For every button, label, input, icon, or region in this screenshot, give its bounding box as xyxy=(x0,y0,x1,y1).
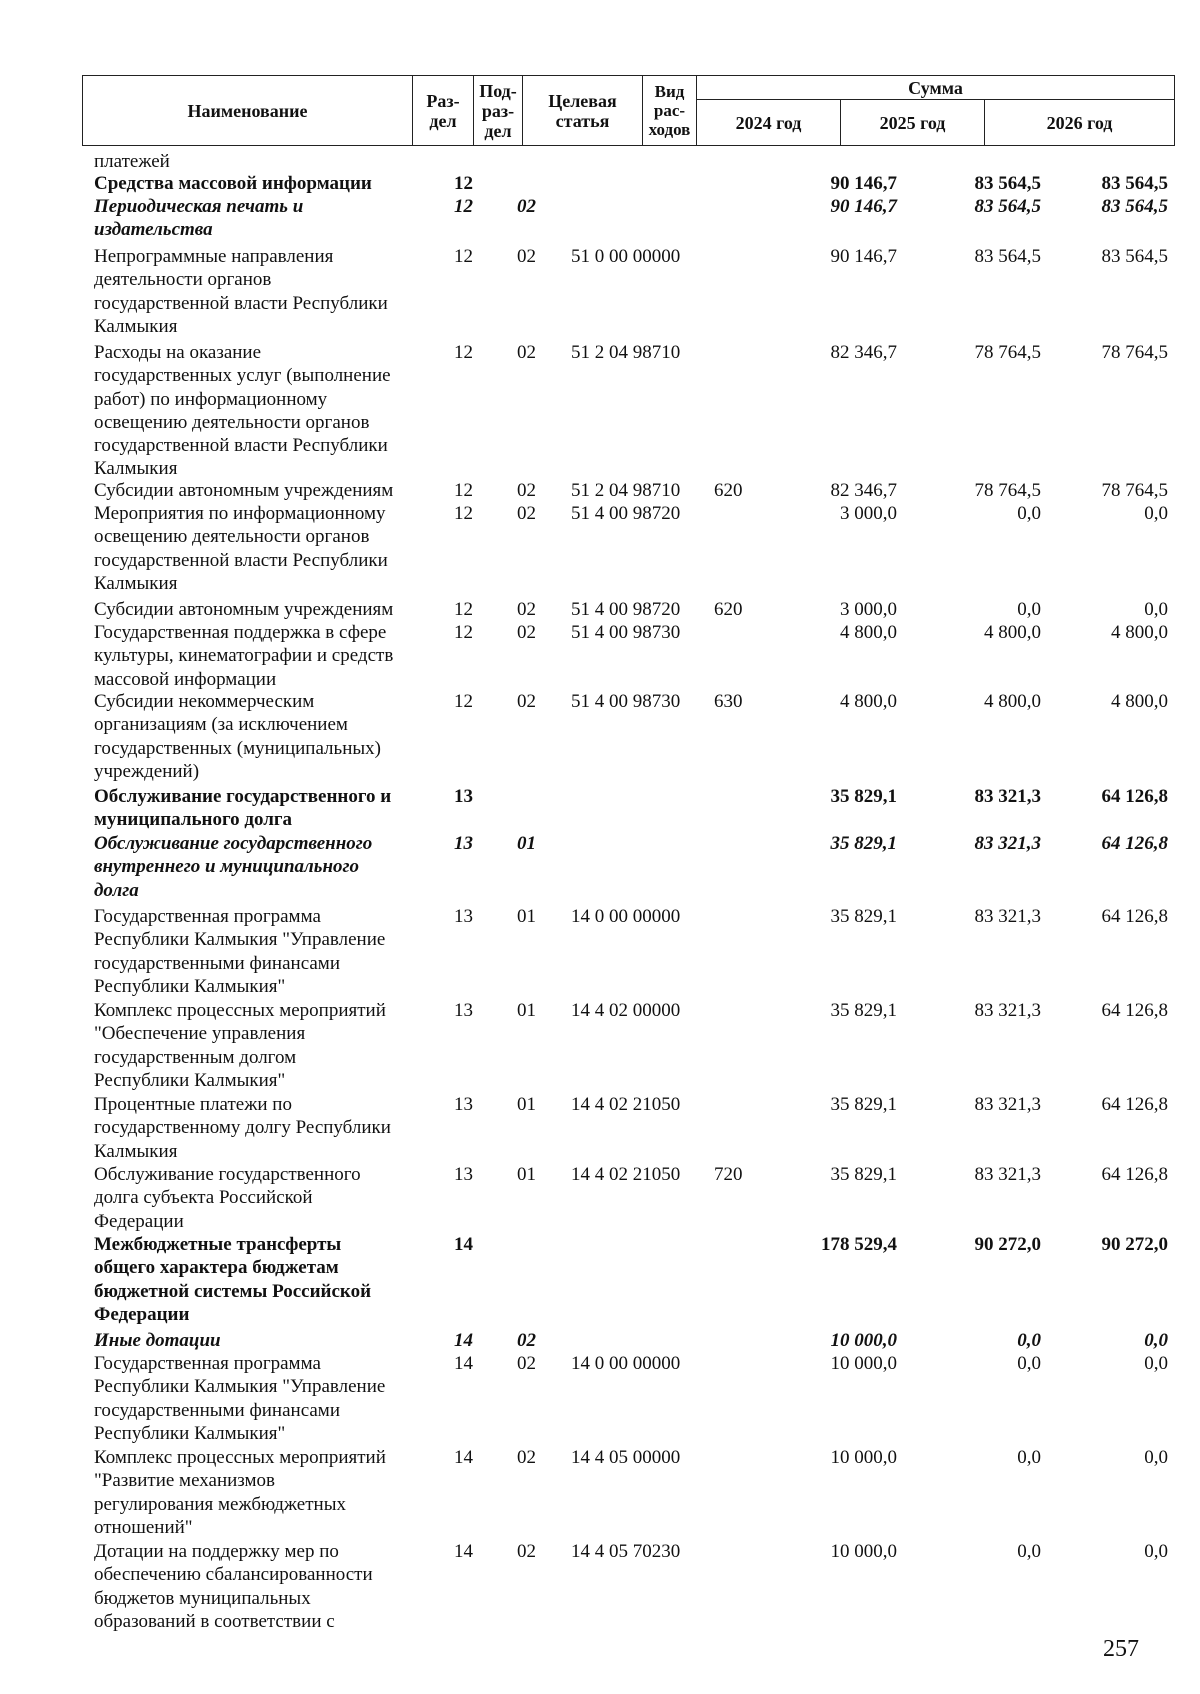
cell-v2025: 78 764,5 xyxy=(974,480,1041,501)
cell-vid: 620 xyxy=(714,480,743,501)
cell-razdel: 12 xyxy=(454,691,473,712)
cell-v2024: 3 000,0 xyxy=(840,599,897,620)
cell-v2024: 10 000,0 xyxy=(830,1447,897,1468)
cell-celevaya: 14 4 02 00000 xyxy=(571,1000,681,1021)
cell-name: Процентные платежи по государственному долгу Республики Калмыкия xyxy=(94,1094,391,1162)
cell-v2024: 35 829,1 xyxy=(830,1000,897,1021)
cell-v2026: 64 126,8 xyxy=(1101,906,1168,927)
cell-razdel: 12 xyxy=(454,599,473,620)
cell-name: Субсидии некоммерческим организациям (за исключением государственных (муниципальных) учреждений) xyxy=(94,691,381,782)
cell-v2024: 3 000,0 xyxy=(840,503,897,524)
cell-name: платежей xyxy=(94,151,170,172)
table-header xyxy=(82,75,1175,146)
header-2025: 2025 год xyxy=(840,99,985,146)
cell-v2026: 64 126,8 xyxy=(1101,1164,1168,1185)
cell-podrazdel: 02 xyxy=(517,691,536,712)
cell-v2024: 35 829,1 xyxy=(830,833,897,854)
cell-v2026: 90 272,0 xyxy=(1101,1234,1168,1255)
cell-vid: 630 xyxy=(714,691,743,712)
cell-name: Субсидии автономным учреждениям xyxy=(94,480,394,501)
cell-razdel: 14 xyxy=(454,1353,473,1374)
header-2026: 2026 год xyxy=(984,99,1175,146)
cell-razdel: 13 xyxy=(454,833,473,854)
cell-celevaya: 51 4 00 98730 xyxy=(571,691,681,712)
cell-name: Расходы на оказание государственных услуг (выполнение работ) по информационному освещению деятельности органов государственной власти Республики Калмыкия xyxy=(94,342,391,480)
cell-celevaya: 14 4 02 21050 xyxy=(571,1094,681,1115)
cell-razdel: 14 xyxy=(454,1234,473,1255)
cell-name: Комплекс процессных мероприятий "Обеспечение управления государственным долгом Республики Калмыкия" xyxy=(94,1000,386,1091)
cell-razdel: 14 xyxy=(454,1330,473,1351)
header-celevaya: Целевая статья xyxy=(522,75,643,146)
cell-name: Периодическая печать и издательства xyxy=(94,196,304,241)
header-podrazdel: Под- раз- дел xyxy=(473,75,523,146)
cell-celevaya: 51 4 00 98730 xyxy=(571,622,681,643)
cell-podrazdel: 01 xyxy=(517,1164,536,1185)
cell-v2026: 0,0 xyxy=(1144,1330,1168,1351)
cell-v2026: 4 800,0 xyxy=(1111,691,1168,712)
cell-v2024: 82 346,7 xyxy=(830,480,897,501)
cell-v2026: 78 764,5 xyxy=(1101,342,1168,363)
cell-v2026: 0,0 xyxy=(1144,1447,1168,1468)
cell-celevaya: 51 0 00 00000 xyxy=(571,246,681,267)
cell-podrazdel: 02 xyxy=(517,599,536,620)
cell-name: Государственная программа Республики Калмыкия "Управление государственными финансами Республики Калмыкия" xyxy=(94,1353,386,1444)
cell-podrazdel: 02 xyxy=(517,503,536,524)
cell-v2026: 64 126,8 xyxy=(1101,1000,1168,1021)
cell-v2025: 83 564,5 xyxy=(974,196,1041,217)
cell-v2025: 83 564,5 xyxy=(974,246,1041,267)
header-2024: 2024 год xyxy=(696,99,841,146)
cell-v2025: 83 321,3 xyxy=(974,833,1041,854)
header-summa: Сумма xyxy=(696,75,1175,100)
cell-v2024: 178 529,4 xyxy=(821,1234,897,1255)
cell-v2025: 0,0 xyxy=(1017,599,1041,620)
cell-v2024: 35 829,1 xyxy=(830,1094,897,1115)
cell-v2026: 83 564,5 xyxy=(1101,196,1168,217)
cell-v2026: 4 800,0 xyxy=(1111,622,1168,643)
page-number: 257 xyxy=(1103,1636,1139,1662)
cell-vid: 620 xyxy=(714,599,743,620)
cell-v2025: 4 800,0 xyxy=(984,622,1041,643)
cell-podrazdel: 02 xyxy=(517,480,536,501)
cell-v2025: 4 800,0 xyxy=(984,691,1041,712)
cell-v2026: 0,0 xyxy=(1144,503,1168,524)
cell-name: Государственная программа Республики Калмыкия "Управление государственными финансами Республики Калмыкия" xyxy=(94,906,386,997)
cell-celevaya: 51 2 04 98710 xyxy=(571,342,681,363)
cell-podrazdel: 02 xyxy=(517,622,536,643)
cell-name: Дотации на поддержку мер по обеспечению сбалансированности бюджетов муниципальных образований в соответствии с xyxy=(94,1541,373,1632)
cell-v2024: 4 800,0 xyxy=(840,622,897,643)
cell-v2024: 10 000,0 xyxy=(830,1353,897,1374)
cell-v2025: 0,0 xyxy=(1017,1353,1041,1374)
cell-v2025: 0,0 xyxy=(1017,1330,1041,1351)
header-razdel: Раз- дел xyxy=(412,75,474,146)
cell-v2026: 83 564,5 xyxy=(1101,246,1168,267)
cell-vid: 720 xyxy=(714,1164,743,1185)
cell-razdel: 13 xyxy=(454,1094,473,1115)
cell-v2024: 10 000,0 xyxy=(830,1330,897,1351)
cell-razdel: 12 xyxy=(454,246,473,267)
cell-v2026: 64 126,8 xyxy=(1101,786,1168,807)
cell-podrazdel: 01 xyxy=(517,1000,536,1021)
cell-celevaya: 51 2 04 98710 xyxy=(571,480,681,501)
cell-name: Обслуживание государственного долга субъекта Российской Федерации xyxy=(94,1164,361,1232)
cell-name: Обслуживание государственного внутреннего и муниципального долга xyxy=(94,833,373,901)
cell-podrazdel: 01 xyxy=(517,906,536,927)
cell-v2026: 64 126,8 xyxy=(1101,833,1168,854)
cell-podrazdel: 01 xyxy=(517,833,536,854)
cell-razdel: 13 xyxy=(454,906,473,927)
cell-name: Межбюджетные трансферты общего характера бюджетам бюджетной системы Российской Федерации xyxy=(94,1234,372,1325)
cell-razdel: 13 xyxy=(454,786,473,807)
cell-razdel: 13 xyxy=(454,1000,473,1021)
cell-razdel: 14 xyxy=(454,1541,473,1562)
cell-celevaya: 14 0 00 00000 xyxy=(571,1353,681,1374)
cell-celevaya: 14 4 02 21050 xyxy=(571,1164,681,1185)
cell-celevaya: 14 4 05 00000 xyxy=(571,1447,681,1468)
cell-podrazdel: 02 xyxy=(517,246,536,267)
cell-v2024: 35 829,1 xyxy=(830,786,897,807)
cell-podrazdel: 02 xyxy=(517,1353,536,1374)
cell-name: Средства массовой информации xyxy=(94,173,372,194)
cell-razdel: 12 xyxy=(454,622,473,643)
cell-v2024: 10 000,0 xyxy=(830,1541,897,1562)
cell-v2026: 83 564,5 xyxy=(1101,173,1168,194)
cell-name: Мероприятия по информационному освещению деятельности органов государственной власти Республики Калмыкия xyxy=(94,503,388,594)
cell-v2025: 0,0 xyxy=(1017,1541,1041,1562)
cell-podrazdel: 02 xyxy=(517,1447,536,1468)
cell-v2024: 90 146,7 xyxy=(830,246,897,267)
cell-razdel: 12 xyxy=(454,480,473,501)
cell-v2024: 35 829,1 xyxy=(830,906,897,927)
cell-v2024: 82 346,7 xyxy=(830,342,897,363)
cell-razdel: 12 xyxy=(454,173,473,194)
cell-v2025: 83 321,3 xyxy=(974,1094,1041,1115)
cell-v2026: 0,0 xyxy=(1144,599,1168,620)
cell-v2024: 90 146,7 xyxy=(830,196,897,217)
header-vid: Вид рас- ходов xyxy=(642,75,697,146)
cell-v2025: 0,0 xyxy=(1017,503,1041,524)
cell-v2026: 0,0 xyxy=(1144,1541,1168,1562)
cell-name: Непрограммные направления деятельности органов государственной власти Республики Калмыкия xyxy=(94,246,388,337)
cell-v2025: 78 764,5 xyxy=(974,342,1041,363)
cell-podrazdel: 02 xyxy=(517,1541,536,1562)
cell-v2024: 90 146,7 xyxy=(830,173,897,194)
cell-celevaya: 51 4 00 98720 xyxy=(571,503,681,524)
cell-name: Государственная поддержка в сфере культуры, кинематографии и средств массовой информации xyxy=(94,622,394,690)
cell-v2025: 83 321,3 xyxy=(974,1164,1041,1185)
cell-v2025: 83 321,3 xyxy=(974,906,1041,927)
cell-name: Комплекс процессных мероприятий "Развитие механизмов регулирования межбюджетных отношений" xyxy=(94,1447,386,1538)
cell-razdel: 12 xyxy=(454,196,473,217)
cell-name: Субсидии автономным учреждениям xyxy=(94,599,394,620)
cell-podrazdel: 01 xyxy=(517,1094,536,1115)
cell-celevaya: 51 4 00 98720 xyxy=(571,599,681,620)
cell-v2025: 83 564,5 xyxy=(974,173,1041,194)
cell-v2025: 83 321,3 xyxy=(974,1000,1041,1021)
header-name: Наименование xyxy=(82,75,413,146)
cell-razdel: 14 xyxy=(454,1447,473,1468)
cell-celevaya: 14 4 05 70230 xyxy=(571,1541,681,1562)
cell-podrazdel: 02 xyxy=(517,196,536,217)
cell-v2024: 4 800,0 xyxy=(840,691,897,712)
cell-name: Иные дотации xyxy=(94,1330,221,1351)
cell-celevaya: 14 0 00 00000 xyxy=(571,906,681,927)
cell-v2026: 64 126,8 xyxy=(1101,1094,1168,1115)
cell-v2026: 78 764,5 xyxy=(1101,480,1168,501)
cell-name: Обслуживание государственного и муниципального долга xyxy=(94,786,392,831)
cell-v2025: 83 321,3 xyxy=(974,786,1041,807)
cell-v2026: 0,0 xyxy=(1144,1353,1168,1374)
cell-podrazdel: 02 xyxy=(517,1330,536,1351)
cell-razdel: 12 xyxy=(454,503,473,524)
cell-podrazdel: 02 xyxy=(517,342,536,363)
cell-v2025: 0,0 xyxy=(1017,1447,1041,1468)
cell-razdel: 12 xyxy=(454,342,473,363)
cell-v2025: 90 272,0 xyxy=(974,1234,1041,1255)
cell-razdel: 13 xyxy=(454,1164,473,1185)
cell-v2024: 35 829,1 xyxy=(830,1164,897,1185)
